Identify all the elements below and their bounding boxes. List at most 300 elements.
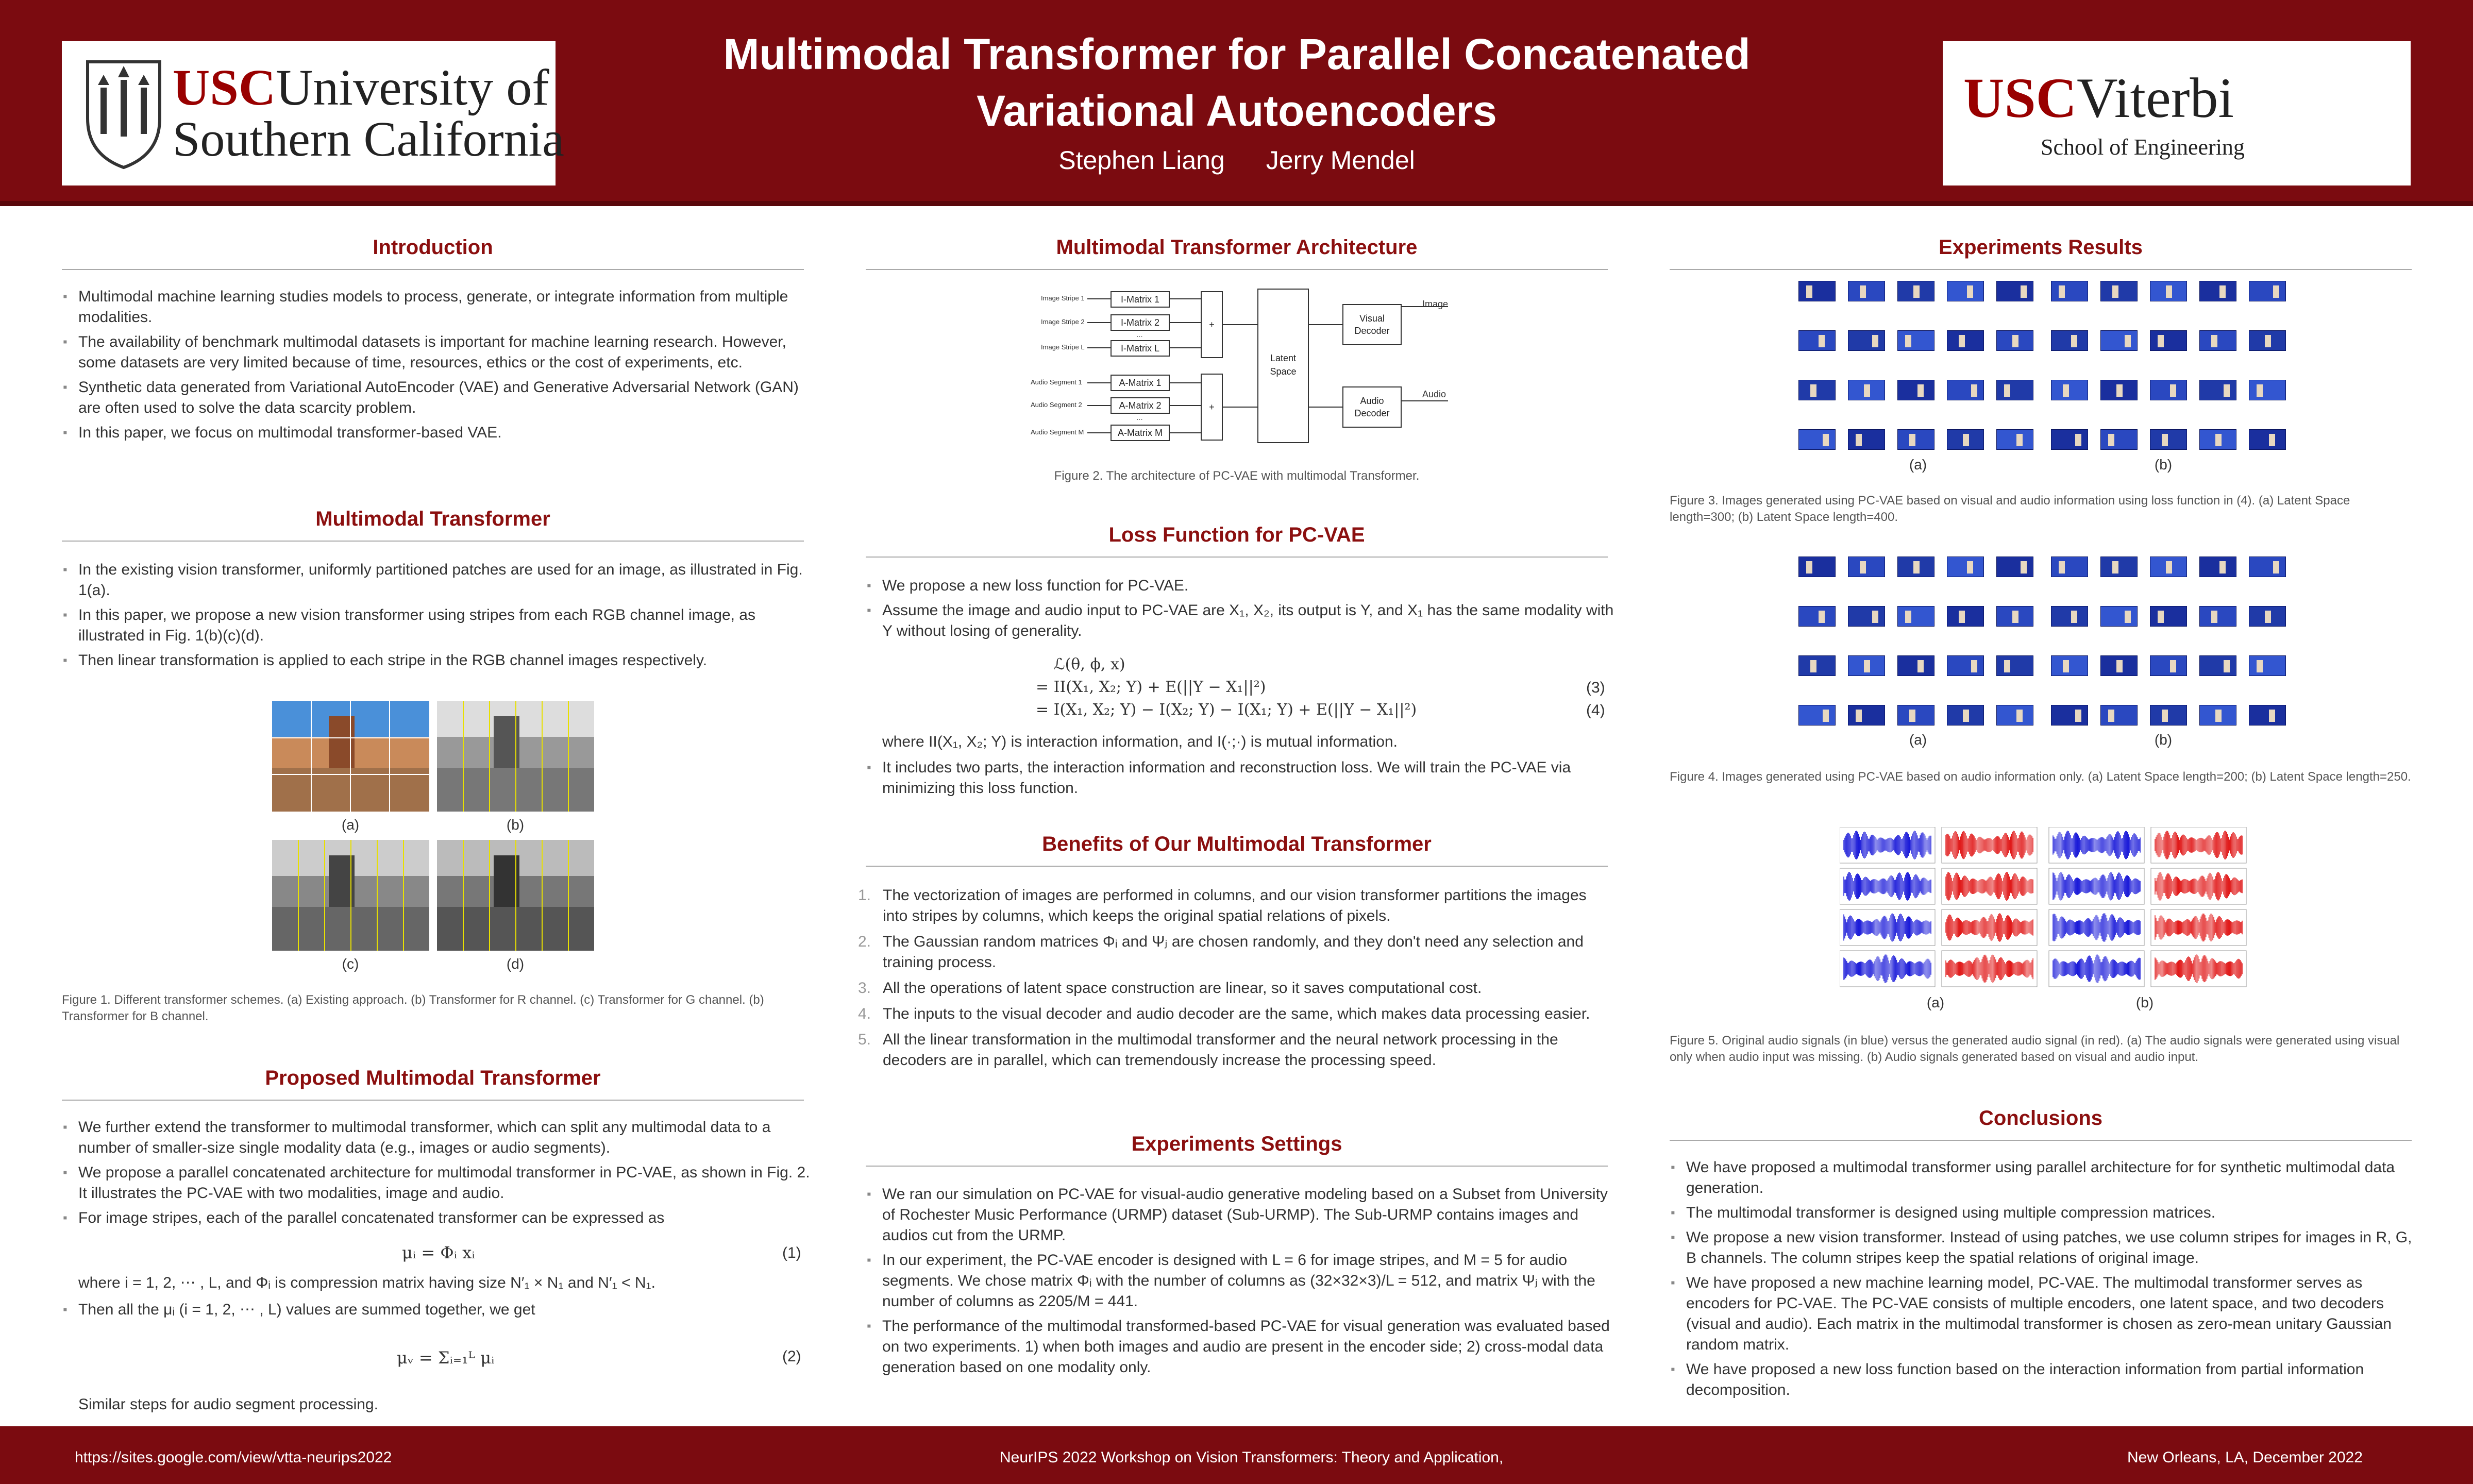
generated-image-thumbnail — [1947, 380, 1984, 400]
thumbnail-figure — [2166, 561, 2172, 574]
list-item: ▪ We have proposed a new loss function based on the interaction information from partial information decomposition. — [1671, 1359, 2418, 1401]
waveform-plot-frame — [2049, 909, 2144, 946]
generated-image-thumbnail — [1897, 705, 1934, 726]
thumbnail-figure — [2158, 335, 2164, 347]
viterbi-usc: USC — [1963, 66, 2077, 129]
generated-image-thumbnail — [1798, 380, 1836, 400]
generated-image-thumbnail — [2100, 380, 2138, 400]
generated-image-thumbnail — [2100, 429, 2138, 450]
waveform-plot-frame — [2049, 868, 2144, 904]
thumbnail-figure — [2269, 710, 2275, 722]
figure4-label-b: (b) — [2154, 732, 2173, 748]
equation-3-number: (3) — [1586, 679, 1605, 696]
thumbnail-figure — [2075, 710, 2081, 722]
generated-image-thumbnail — [2100, 705, 2138, 726]
usc-logo-line1: University of — [276, 59, 549, 116]
i-matrix-2-block: I-Matrix 2 — [1111, 314, 1170, 331]
dots-image: … — [1136, 331, 1143, 339]
figure1-image-d — [437, 840, 594, 951]
figure5-label-b: (b) — [2135, 994, 2154, 1010]
intro-title: Introduction — [373, 236, 493, 259]
pmt-rule — [62, 1100, 804, 1101]
generated-image-thumbnail — [1897, 655, 1934, 676]
thumbnail-figure — [2016, 434, 2023, 446]
list-item: ▪ In this paper, we propose a new vision transformer using stripes from each RGB channel image, as illustrated in Fig. 1(b)(c)(d). — [63, 605, 810, 646]
generated-image-thumbnail — [2249, 429, 2286, 450]
label-image-stripe-2: Image Stripe 2 — [1041, 318, 1085, 326]
generated-image-thumbnail — [1798, 330, 1836, 351]
label-image-stripe-1: Image Stripe 1 — [1041, 294, 1085, 302]
figure4-label-a: (a) — [1909, 732, 1927, 748]
equation-4-number: (4) — [1586, 702, 1605, 719]
generated-image-thumbnail — [1798, 705, 1836, 726]
equation-1: μᵢ = Φᵢ xᵢ — [402, 1243, 475, 1262]
usc-seal-icon — [77, 57, 170, 170]
thumbnail-figure — [1913, 561, 1920, 574]
generated-image-thumbnail — [1996, 705, 2033, 726]
label-image-stripe-l: Image Stripe L — [1041, 343, 1085, 351]
thumbnail-figure — [2059, 285, 2065, 298]
list-item: ▪ We have proposed a new machine learning model, PC-VAE. The multimodal transformer serves as encoders for PC-VAE. The PC-VAE consists of multiple encoders, one latent space, and two decoders (visual and audio). Each matrix in the multimodal transformer is chosen as zero-mean unitary Gaussian random matrix. — [1671, 1273, 2418, 1355]
thumbnail-figure — [2108, 434, 2114, 446]
generated-image-thumbnail — [2051, 655, 2088, 676]
conclusions-list — [1671, 1157, 2418, 1405]
similar-steps-text: Similar steps for audio segment processing. — [78, 1396, 378, 1413]
results-rule — [1670, 269, 2412, 270]
architecture-arrows — [1020, 283, 1484, 448]
label-audio-segment-2: Audio Segment 2 — [1031, 401, 1082, 409]
conclusions-title: Conclusions — [1978, 1107, 2103, 1129]
thumbnail-figure — [2012, 335, 2018, 347]
audio-sum-block: + — [1201, 374, 1223, 441]
item-text: The inputs to the visual decoder and audio decoder are the same, which makes data processing easier. — [883, 1005, 1590, 1022]
item-text: All the linear transformation in the multimodal transformer and the neural network processing in the decoders are in parallel, which can tremendously increase the processing speed. — [883, 1031, 1558, 1069]
thumbnail-figure — [1905, 335, 1911, 347]
latent-space-block: Latent Space — [1257, 289, 1309, 443]
thumbnail-figure — [2063, 660, 2069, 672]
generated-image-thumbnail — [1996, 556, 2033, 577]
item-number: 1. — [858, 887, 871, 904]
thumbnail-figure — [1917, 384, 1924, 397]
thumbnail-figure — [2125, 611, 2131, 623]
a-matrix-2-block: A-Matrix 2 — [1111, 397, 1170, 414]
generated-image-thumbnail — [2150, 281, 2187, 301]
waveform-plot-frame — [2151, 868, 2246, 904]
waveform-plot-frame — [2151, 909, 2246, 946]
loss-list — [867, 576, 1614, 646]
thumbnail-figure — [1806, 285, 1812, 298]
figure3-label-a: (a) — [1909, 457, 1927, 473]
generated-image-thumbnail — [1996, 330, 2033, 351]
waveform-plot-frame — [2049, 827, 2144, 863]
thumbnail-figure — [2004, 660, 2010, 672]
generated-image-thumbnail — [1848, 556, 1885, 577]
waveform-plot-frame — [1942, 827, 2037, 863]
figure4-image-grid — [1798, 556, 2283, 729]
thumbnail-figure — [1963, 710, 1969, 722]
figure1-label-a: (a) — [341, 817, 360, 833]
generated-image-thumbnail — [1947, 429, 1984, 450]
list-item: ▪ Then linear transformation is applied to each stripe in the RGB channel images respectively. — [63, 650, 810, 671]
generated-image-thumbnail — [2150, 705, 2187, 726]
figure3-caption: Figure 3. Images generated using PC-VAE based on visual and audio information using loss function in (4). (a) Latent Space length=300; (b) Latent Space length=400. — [1670, 494, 2350, 524]
list-item: ▪ Then all the μᵢ (i = 1, 2, ⋯ , L) values are summed together, we get — [63, 1300, 810, 1320]
generated-image-thumbnail — [1996, 429, 2033, 450]
list-item: ▪ In this paper, we focus on multimodal transformer-based VAE. — [63, 423, 810, 443]
list-item — [858, 885, 1610, 926]
mt-rule — [62, 541, 804, 542]
header-divider — [0, 201, 2473, 206]
generated-image-thumbnail — [1798, 281, 1836, 301]
thumbnail-figure — [1963, 434, 1969, 446]
equation-3: = II(X₁, X₂; Y) + E(||Y − X₁||²) — [1036, 678, 1266, 696]
figure1-label-c: (c) — [342, 956, 359, 972]
generated-image-thumbnail — [2199, 380, 2236, 400]
list-item — [858, 1030, 1610, 1071]
thumbnail-figure — [2071, 335, 2077, 347]
a-matrix-1-block: A-Matrix 1 — [1111, 375, 1170, 391]
mt-title: Multimodal Transformer — [315, 508, 550, 530]
thumbnail-figure — [1823, 710, 1829, 722]
generated-image-thumbnail — [2100, 556, 2138, 577]
thumbnail-figure — [2112, 285, 2118, 298]
waveform-plot-frame — [1942, 951, 2037, 987]
thumbnail-figure — [1819, 335, 1825, 347]
list-item: ▪ We propose a new loss function for PC-VAE. — [867, 576, 1614, 596]
generated-image-thumbnail — [1848, 606, 1885, 627]
waveform-plot-frame — [1840, 909, 1935, 946]
list-item — [858, 978, 1610, 999]
loss-where-text: where II(X₁, X₂; Y) is interaction information, and I(·;·) is mutual information. — [882, 733, 1398, 750]
viterbi-school: School of Engineering — [2041, 134, 2245, 160]
thumbnail-figure — [1856, 710, 1862, 722]
dots-audio: … — [1136, 414, 1143, 421]
list-item: ▪ It includes two parts, the interaction information and reconstruction loss. We will train the PC-VAE via minimizing this loss function. — [867, 757, 1614, 799]
generated-image-thumbnail — [2150, 606, 2187, 627]
equation-4: = I(X₁, X₂; Y) − I(X₂; Y) − I(X₁; Y) + E(||Y − X₁||²) — [1036, 701, 1417, 719]
list-item: ▪ In our experiment, the PC-VAE encoder is designed with L = 6 for image stripes, and M = 5 for audio segments. We chose matrix Φᵢ with the number of columns as (32×32×3)/L = 512, and matrix Ψⱼ with the number of columns as 2205/M = 441. — [867, 1250, 1614, 1312]
thumbnail-figure — [2215, 434, 2222, 446]
mt-list — [63, 560, 810, 675]
generated-image-thumbnail — [2100, 281, 2138, 301]
generated-image-thumbnail — [1897, 380, 1934, 400]
thumbnail-figure — [2012, 611, 2018, 623]
generated-image-thumbnail — [1848, 429, 1885, 450]
equation-2: μᵥ = Σᵢ₌₁ᴸ μᵢ — [397, 1348, 495, 1368]
viterbi-name: Viterbi — [2077, 66, 2234, 129]
thumbnail-figure — [1823, 434, 1829, 446]
figure3-image-grid — [1798, 281, 2283, 453]
generated-image-thumbnail — [2051, 429, 2088, 450]
generated-image-thumbnail — [2199, 606, 2236, 627]
item-text: The vectorization of images are performed in columns, and our vision transformer partitions the images into stripes by columns, which keeps the original spatial relations of pixels. — [883, 887, 1587, 924]
thumbnail-figure — [2021, 561, 2027, 574]
thumbnail-figure — [2116, 384, 2123, 397]
title-line-1: Multimodal Transformer for Parallel Concatenated — [723, 30, 1751, 78]
item-number: 2. — [858, 933, 871, 950]
loss-rule — [866, 556, 1608, 558]
figure3-label-b: (b) — [2154, 457, 2173, 473]
list-item: ▪ We ran our simulation on PC-VAE for visual-audio generative modeling based on a Subset from University of Rochester Music Performance (URMP) dataset (Sub-URMP). The Sub-URMP contains images and audios cut from the URMP. — [867, 1184, 1614, 1246]
generated-image-thumbnail — [1798, 655, 1836, 676]
thumbnail-figure — [1872, 611, 1878, 623]
thumbnail-figure — [2071, 611, 2077, 623]
generated-image-thumbnail — [1848, 655, 1885, 676]
thumbnail-figure — [2063, 384, 2069, 397]
item-number: 5. — [858, 1031, 871, 1048]
item-text: The Gaussian random matrices Φᵢ and Ψⱼ are chosen randomly, and they don't need any selection and training process. — [883, 933, 1584, 971]
list-item — [858, 1004, 1610, 1024]
thumbnail-figure — [1971, 384, 1977, 397]
thumbnail-figure — [2257, 660, 2263, 672]
thumbnail-figure — [2273, 561, 2279, 574]
thumbnail-figure — [2211, 335, 2217, 347]
generated-image-thumbnail — [2249, 330, 2286, 351]
list-item: ▪ Synthetic data generated from Variational AutoEncoder (VAE) and Generative Adversarial Network (GAN) are often used to solve the data scarcity problem. — [63, 377, 810, 418]
figure1-image-b — [437, 701, 594, 812]
equation-1-number: (1) — [782, 1244, 801, 1261]
results-title: Experiments Results — [1939, 236, 2143, 259]
thumbnail-figure — [1959, 611, 1965, 623]
waveform-plot-frame — [1840, 868, 1935, 904]
figure5-audio-plots — [1840, 827, 2247, 992]
settings-list — [867, 1184, 1614, 1382]
thumbnail-figure — [2125, 335, 2131, 347]
thumbnail-figure — [2075, 434, 2081, 446]
thumbnail-figure — [1856, 434, 1862, 446]
generated-image-thumbnail — [2249, 606, 2286, 627]
generated-image-thumbnail — [1947, 655, 1984, 676]
audio-decoder-block: Audio Decoder — [1342, 386, 1402, 428]
thumbnail-figure — [2108, 710, 2114, 722]
thumbnail-figure — [2004, 384, 2010, 397]
footer-place: New Orleans, LA, December 2022 — [2127, 1449, 2363, 1466]
generated-image-thumbnail — [2199, 429, 2236, 450]
title-line-2: Variational Autoencoders — [977, 87, 1497, 135]
generated-image-thumbnail — [2051, 330, 2088, 351]
image-sum-block: + — [1201, 291, 1223, 358]
architecture-diagram — [1020, 283, 1484, 448]
generated-image-thumbnail — [1798, 606, 1836, 627]
thumbnail-figure — [2224, 384, 2230, 397]
thumbnail-figure — [1864, 384, 1870, 397]
thumbnail-figure — [2265, 335, 2271, 347]
waveform-plot-frame — [1942, 909, 2037, 946]
thumbnail-figure — [1959, 335, 1965, 347]
thumbnail-figure — [1909, 434, 1915, 446]
figure1-label-b: (b) — [506, 817, 525, 833]
thumbnail-figure — [1909, 710, 1915, 722]
list-item: ▪ The availability of benchmark multimodal datasets is important for machine learning research. However, some datasets are very limited because of time, resources, ethics or the cost of experiments, etc. — [63, 332, 810, 373]
intro-list — [63, 286, 810, 447]
generated-image-thumbnail — [1848, 281, 1885, 301]
figure2-caption: Figure 2. The architecture of PC-VAE with multimodal Transformer. — [1054, 469, 1420, 483]
settings-rule — [866, 1166, 1608, 1167]
waveform-plot-frame — [2151, 951, 2246, 987]
pmt-list-2 — [63, 1300, 810, 1324]
author-1: Stephen Liang — [1058, 146, 1225, 175]
figure1-image-a — [272, 701, 429, 812]
arch-rule — [866, 269, 1608, 270]
waveform-plot-frame — [1840, 951, 1935, 987]
generated-image-thumbnail — [1897, 606, 1934, 627]
thumbnail-figure — [1905, 611, 1911, 623]
thumbnail-figure — [2269, 434, 2275, 446]
item-number: 4. — [858, 1005, 871, 1022]
generated-image-thumbnail — [1947, 556, 1984, 577]
thumbnail-figure — [1864, 660, 1870, 672]
item-number: 3. — [858, 980, 871, 997]
benefits-rule — [866, 866, 1608, 867]
settings-title: Experiments Settings — [1131, 1133, 1342, 1155]
thumbnail-figure — [2158, 611, 2164, 623]
generated-image-thumbnail — [2100, 330, 2138, 351]
usc-wordmark: USC — [173, 59, 276, 116]
generated-image-thumbnail — [2100, 655, 2138, 676]
thumbnail-figure — [2162, 434, 2168, 446]
benefits-title: Benefits of Our Multimodal Transformer — [1042, 833, 1432, 855]
generated-image-thumbnail — [1848, 705, 1885, 726]
thumbnail-figure — [1810, 660, 1816, 672]
figure5-label-a: (a) — [1926, 994, 1945, 1010]
thumbnail-figure — [2219, 285, 2226, 298]
thumbnail-figure — [1806, 561, 1812, 574]
thumbnail-figure — [1860, 285, 1866, 298]
loss-equation-lhs: ℒ(θ, ϕ, x) — [1054, 655, 1125, 673]
generated-image-thumbnail — [2150, 655, 2187, 676]
thumbnail-figure — [1860, 561, 1866, 574]
list-item: ▪ Multimodal machine learning studies models to process, generate, or integrate information from multiple modalities. — [63, 286, 810, 328]
generated-image-thumbnail — [1897, 429, 1934, 450]
generated-image-thumbnail — [2150, 380, 2187, 400]
generated-image-thumbnail — [1798, 429, 1836, 450]
thumbnail-figure — [2162, 710, 2168, 722]
thumbnail-figure — [2265, 611, 2271, 623]
generated-image-thumbnail — [1897, 556, 1934, 577]
generated-image-thumbnail — [2051, 606, 2088, 627]
generated-image-thumbnail — [2150, 429, 2187, 450]
thumbnail-figure — [1872, 335, 1878, 347]
thumbnail-figure — [1967, 285, 1973, 298]
generated-image-thumbnail — [2199, 556, 2236, 577]
thumbnail-figure — [2059, 561, 2065, 574]
thumbnail-figure — [1967, 561, 1973, 574]
thumbnail-figure — [2112, 561, 2118, 574]
generated-image-thumbnail — [1996, 655, 2033, 676]
usc-logo — [62, 41, 564, 185]
equation-1-where: where i = 1, 2, ⋯ , L, and Φᵢ is compression matrix having size N′₁ × N₁ and N′₁ < N₁. — [78, 1274, 656, 1291]
generated-image-thumbnail — [1897, 330, 1934, 351]
thumbnail-figure — [2257, 384, 2263, 397]
thumbnail-figure — [2215, 710, 2222, 722]
loss-title: Loss Function for PC-VAE — [1108, 524, 1365, 546]
generated-image-thumbnail — [1996, 606, 2033, 627]
generated-image-thumbnail — [1848, 380, 1885, 400]
arch-title: Multimodal Transformer Architecture — [1056, 236, 1418, 259]
i-matrix-l-block: I-Matrix L — [1111, 340, 1170, 357]
figure1-label-d: (d) — [506, 956, 525, 972]
generated-image-thumbnail — [2199, 330, 2236, 351]
footer-url-link[interactable]: https://sites.google.com/view/vtta-neurips2022 — [75, 1449, 392, 1466]
pmt-list — [63, 1117, 810, 1233]
figure1-image-c — [272, 840, 429, 951]
waveform-plot-frame — [2151, 827, 2246, 863]
generated-image-thumbnail — [2051, 705, 2088, 726]
figure4-caption: Figure 4. Images generated using PC-VAE based on audio information only. (a) Latent Space length=200; (b) Latent Space length=250. — [1670, 770, 2411, 784]
intro-rule — [62, 269, 804, 270]
usc-logo-line2: Southern California — [173, 111, 564, 166]
generated-image-thumbnail — [1947, 281, 1984, 301]
thumbnail-figure — [1917, 660, 1924, 672]
generated-image-thumbnail — [1947, 330, 1984, 351]
thumbnail-figure — [2170, 384, 2176, 397]
viterbi-logo — [1943, 41, 2411, 185]
generated-image-thumbnail — [2199, 281, 2236, 301]
thumbnail-figure — [2170, 660, 2176, 672]
thumbnail-figure — [1819, 611, 1825, 623]
poster-title — [608, 26, 1865, 139]
generated-image-thumbnail — [2249, 655, 2286, 676]
generated-image-thumbnail — [1897, 281, 1934, 301]
thumbnail-figure — [1810, 384, 1816, 397]
footer-venue: NeurIPS 2022 Workshop on Vision Transformers: Theory and Application, — [1000, 1449, 1504, 1466]
list-item: ▪ Assume the image and audio input to PC-VAE are X₁, X₂, its output is Y, and X₁ has the same modality with Y without losing of generality. — [867, 600, 1614, 642]
item-text: All the operations of latent space construction are linear, so it saves computational cost. — [883, 980, 1482, 997]
thumbnail-figure — [2166, 285, 2172, 298]
generated-image-thumbnail — [1798, 556, 1836, 577]
figure1-caption: Figure 1. Different transformer schemes. (a) Existing approach. (b) Transformer for R channel. (c) Transformer for G channel. (b) Transformer for B channel. — [62, 993, 764, 1023]
visual-decoder-block: Visual Decoder — [1342, 304, 1402, 345]
i-matrix-1-block: I-Matrix 1 — [1111, 291, 1170, 308]
thumbnail-figure — [2116, 660, 2123, 672]
generated-image-thumbnail — [2150, 330, 2187, 351]
generated-image-thumbnail — [1996, 281, 2033, 301]
generated-image-thumbnail — [2199, 655, 2236, 676]
output-image-label: Image — [1422, 299, 1449, 309]
waveform-plot-frame — [1840, 827, 1935, 863]
generated-image-thumbnail — [1848, 330, 1885, 351]
list-item: ▪ We have proposed a multimodal transformer using parallel architecture for for synthetic multimodal data generation. — [1671, 1157, 2418, 1199]
label-audio-segment-1: Audio Segment 1 — [1031, 378, 1082, 386]
loss-list-2 — [867, 757, 1614, 803]
thumbnail-figure — [1971, 660, 1977, 672]
list-item: ▪ For image stripes, each of the parallel concatenated transformer can be expressed as — [63, 1208, 810, 1228]
list-item: ▪ The performance of the multimodal transformed-based PC-VAE for visual generation was evaluated based on two experiments. 1) when both images and audio are present in the encoder side; 2) cross-modal data generation based on one modality only. — [867, 1316, 1614, 1378]
generated-image-thumbnail — [1947, 606, 1984, 627]
list-item: ▪ We further extend the transformer to multimodal transformer, which can split any multimodal data to a number of smaller-size single modality data (e.g., images or audio segments). — [63, 1117, 810, 1158]
generated-image-thumbnail — [1947, 705, 1984, 726]
figure5-caption: Figure 5. Original audio signals (in blue) versus the generated audio signal (in red). (a) The audio signals were generated using visual only when audio input was missing. (b) Audio signals generated based on visual and audio input. — [1670, 1034, 2400, 1064]
thumbnail-figure — [2273, 285, 2279, 298]
generated-image-thumbnail — [2150, 556, 2187, 577]
generated-image-thumbnail — [2249, 556, 2286, 577]
generated-image-thumbnail — [2051, 281, 2088, 301]
thumbnail-figure — [2211, 611, 2217, 623]
list-item: ▪ The multimodal transformer is designed using multiple compression matrices. — [1671, 1203, 2418, 1223]
waveform-plot-frame — [1942, 868, 2037, 904]
pmt-title: Proposed Multimodal Transformer — [265, 1067, 601, 1089]
equation-2-number: (2) — [782, 1348, 801, 1365]
generated-image-thumbnail — [2249, 705, 2286, 726]
thumbnail-figure — [2021, 285, 2027, 298]
waveform-plot-frame — [2049, 951, 2144, 987]
generated-image-thumbnail — [2249, 281, 2286, 301]
list-item: ▪ In the existing vision transformer, uniformly partitioned patches are used for an image, as illustrated in Fig. 1(a). — [63, 560, 810, 601]
list-item: ▪ We propose a parallel concatenated architecture for multimodal transformer in PC-VAE, as shown in Fig. 2. It illustrates the PC-VAE with two modalities, image and audio. — [63, 1162, 810, 1204]
a-matrix-m-block: A-Matrix M — [1111, 425, 1170, 441]
thumbnail-figure — [2224, 660, 2230, 672]
author-list — [608, 145, 1865, 175]
